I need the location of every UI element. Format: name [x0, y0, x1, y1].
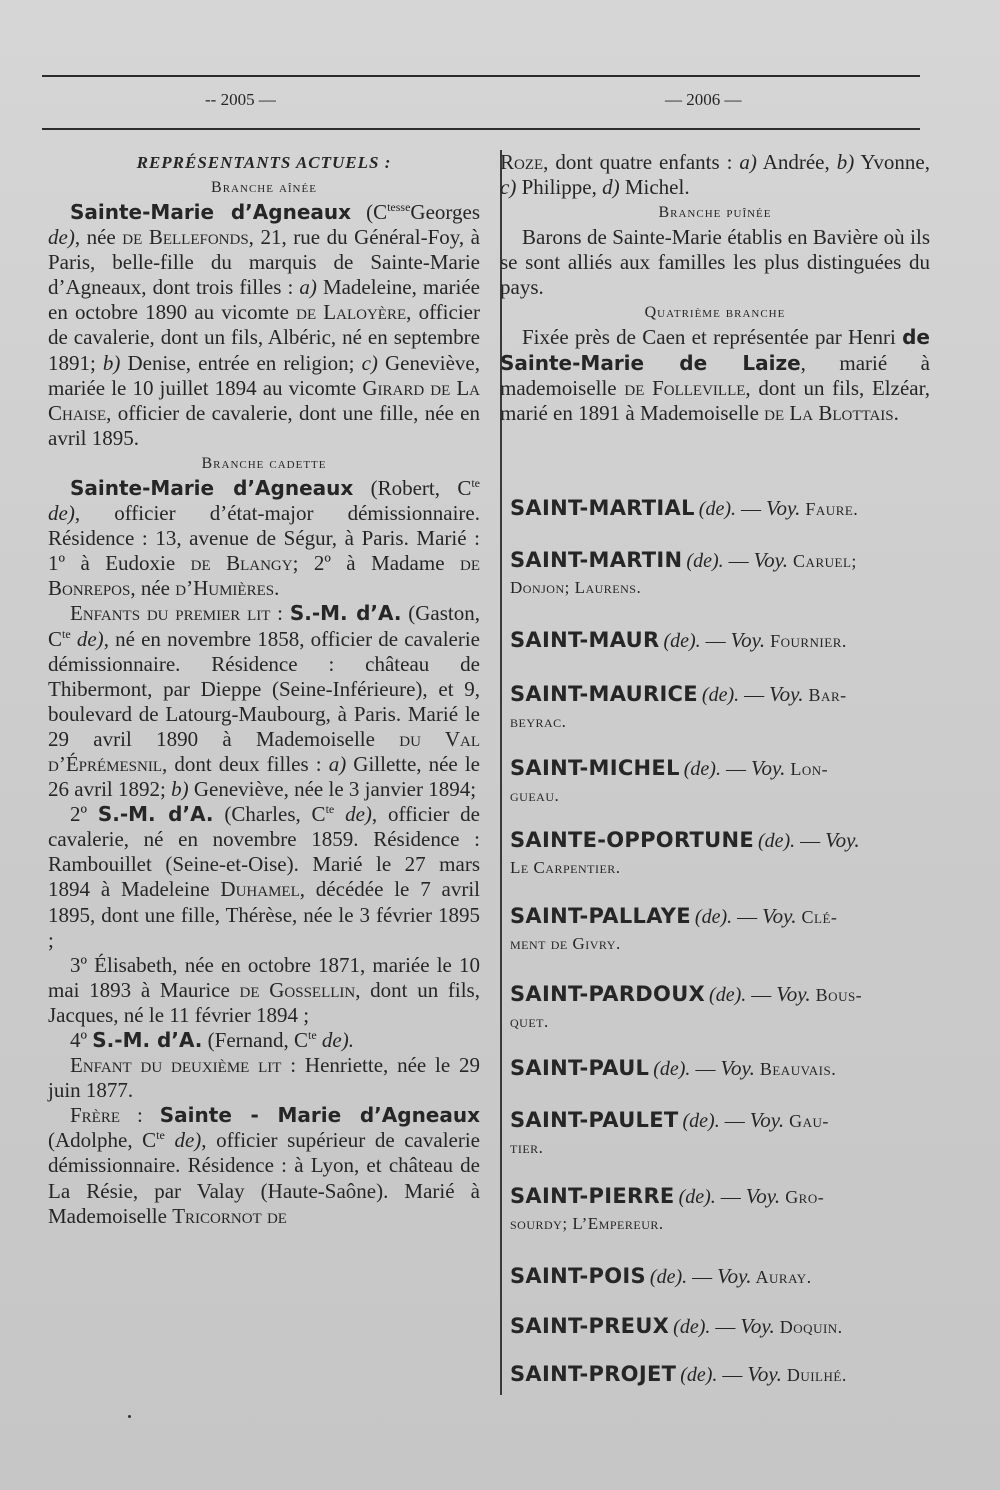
paragraph-fernand: 4º S.-M. d’A. (Fernand, $C^{te}$ de).: [70, 1028, 354, 1052]
paragraph-branche-ainee: Sainte-Marie d’Agneaux ($C^{tesse}Georges$ de), née de Bellefonds, 21, rue du Général-Foy, à Paris, belle-fille du marquis de Sainte-Marie d’Agneaux, dont trois filles : a) Madeleine, mariée en octobre 1890 au vicomte de Laloyère, officier de cavalerie, dont un fils, Albéric, né en septembre 1891; b) Denise, entrée en religion; c) Geneviève, mariée le 10 juillet 1894 au vicomte Girard de La Chaise, officier de cavalerie, dont une fille, née en avril 1895.: [48, 200, 481, 450]
index-entry: SAINT-MICHEL (de). — Voy. Lon- gueau.: [510, 756, 829, 805]
header-rule: [42, 128, 920, 130]
paragraph-charles: 2º S.-M. d’A. (Charles, $C^{te}$ de), officier de cavalerie, né en novembre 1859. Résidence : Rambouillet (Seine-et-Oise). Marié le 27 mars 1894 à Madeleine Duhamel, décédée le 7 avril 1895, dont une fille, Thérèse, née le 3 février 1895 ;: [48, 802, 481, 952]
left-column: [48, 150, 480, 1229]
top-rule: [42, 75, 920, 77]
index-entry: SAINT-MARTIAL (de). — Voy. Faure.: [510, 496, 859, 520]
right-column: [500, 150, 930, 426]
branch-ainee-heading: Branche aînée: [211, 179, 317, 196]
index-entry: SAINT-POIS (de). — Voy. Auray.: [510, 1264, 812, 1288]
branch-puinee-heading: Branche puînée: [658, 204, 772, 222]
branch-cadette-heading: Branche cadette: [201, 454, 327, 472]
index-entry: SAINT-PALLAYE (de). — Voy. Clé- ment de Givry.: [510, 904, 838, 953]
index-entry: SAINT-PREUX (de). — Voy. Doquin.: [510, 1314, 843, 1338]
paragraph-continuation: Roze, dont quatre enfants : a) Andrée, b) Yvonne, c) Philippe, d) Michel.: [500, 150, 930, 200]
page-number-right: — 2006 —: [665, 90, 742, 109]
paragraph-enfants-premier-lit: Enfants du premier lit : S.-M. d’A. (Gaston, $C^{te}$ de), né en novembre 1858, officier de cavalerie démissionnaire. Résidence : château de Thibermont, par Dieppe (Seine-Inférieure), et 9, boulevard de Latourg-Maubourg, à Paris. Marié le 29 avril 1890 à Mademoiselle du Val d’Éprémesnil, dont deux filles : a) Gillette, née le 26 avril 1892; b) Geneviève, née le 3 janvier 1894;: [48, 601, 481, 802]
paragraph-enfant-deuxieme-lit: Enfant du deuxième lit : Henriette, née le 29 juin 1877.: [48, 1053, 480, 1103]
paragraph-branche-puinee: Barons de Sainte-Marie établis en Bavière où ils se sont alliés aux familles les plus distinguées du pays.: [500, 225, 930, 300]
index-entry: SAINT-PROJET (de). — Voy. Duilhé.: [510, 1362, 847, 1386]
person-name: Sainte-Marie d’Agneaux: [70, 475, 354, 500]
index-entry: SAINTE-OPPORTUNE (de). — Voy. Le Carpentier.: [510, 828, 860, 877]
index-entry: SAINT-PIERRE (de). — Voy. Gro- sourdy; L’Empereur.: [510, 1184, 825, 1233]
index-entry: SAINT-PARDOUX (de). — Voy. Bous- quet.: [510, 982, 863, 1031]
index-entry: SAINT-MARTIN (de). — Voy. Caruel; Donjon; Laurens.: [510, 548, 857, 597]
paragraph-branche-cadette: Sainte-Marie d’Agneaux (Robert, $C^{te}$ de), officier d’état-major démissionnaire. Résidence : 13, avenue de Ségur, à Paris. Marié : 1º à Eudoxie de Blangy; 2º à Madame de Bonrepos, née d’Humières.: [48, 475, 480, 601]
index-entry: SAINT-MAURICE (de). — Voy. Bar- beyrac.: [510, 682, 847, 731]
person-name: Sainte-Marie d’Agneaux: [70, 200, 352, 224]
paragraph-quatrieme-branche: Fixée près de Caen et représentée par Henri de Sainte-Marie de Laize, marié à mademoiselle de Folleville, dont un fils, Elzéar, marié en 1891 à Mademoiselle de La Blottais.: [500, 325, 930, 425]
index-entry: SAINT-MAUR (de). — Voy. Fournier.: [510, 628, 847, 652]
paragraph-elisabeth: 3º Élisabeth, née en octobre 1871, mariée le 10 mai 1893 à Maurice de Gossellin, dont un fils, Jacques, né le 11 février 1894 ;: [48, 952, 480, 1027]
representants-heading: REPRÉSENTANTS ACTUELS :: [136, 153, 392, 172]
ink-speck: [128, 1415, 131, 1418]
page-number-left: -- 2005 —: [205, 90, 276, 109]
index-entry: SAINT-PAULET (de). — Voy. Gau- tier.: [510, 1108, 829, 1157]
branch-quatrieme-heading: Quatrième branche: [644, 304, 786, 322]
paragraph-frere: Frère : Sainte - Marie d’Agneaux (Adolphe, $C^{te}$ de), officier supérieur de cavalerie démissionnaire. Résidence : à Lyon, et château de La Résie, par Valay (Haute-Saône). Marié à Mademoiselle Tricornot de: [48, 1103, 481, 1228]
index-entry: SAINT-PAUL (de). — Voy. Beauvais.: [510, 1056, 837, 1080]
